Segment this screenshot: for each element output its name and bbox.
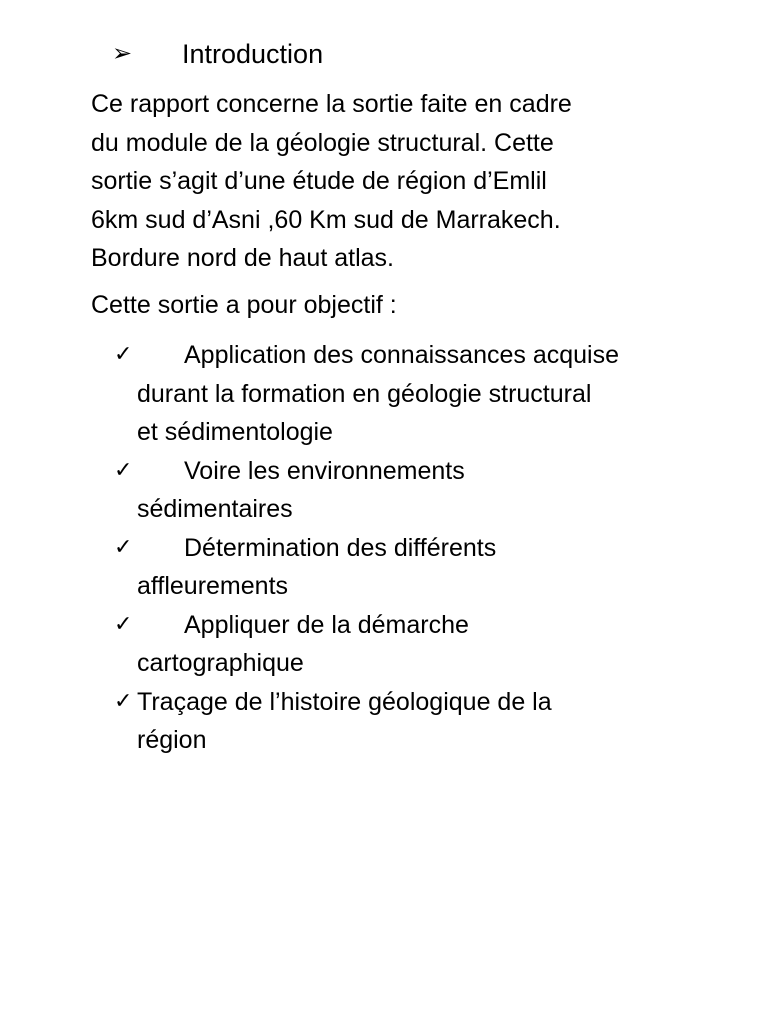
objectives-checklist (114, 336, 714, 760)
list-item (114, 336, 714, 452)
checkmark-icon: ✓ (114, 534, 133, 560)
list-item (114, 606, 714, 683)
list-item-line: affleurements (137, 572, 289, 600)
list-item-line: Application des connaissances acquise (184, 341, 619, 369)
list-item-line: durant la formation en géologie structural (137, 379, 592, 408)
paragraph-line: Ce rapport concerne la sortie faite en cadre (91, 90, 572, 118)
paragraph-line: 6km sud d’Asni ,60 Km sud de Marrakech. (91, 205, 561, 234)
list-item (114, 529, 714, 606)
objective-intro-paragraph (91, 286, 691, 325)
list-item-line: Voire les environnements (184, 456, 465, 485)
paragraph-line: Cette sortie a pour objectif : (91, 291, 397, 319)
list-item-line: Traçage de l’histoire géologique de la (137, 687, 552, 716)
list-item-line: région (137, 726, 207, 754)
paragraph-line: Bordure nord de haut atlas. (91, 244, 394, 272)
paragraph-line: sortie s’agit d’une étude de région d’Emlil (91, 167, 547, 195)
intro-paragraph (91, 85, 691, 278)
list-item (114, 683, 714, 760)
list-item (114, 452, 714, 529)
list-item-line: cartographique (137, 649, 304, 677)
checkmark-icon: ✓ (114, 611, 133, 637)
checkmark-icon: ✓ (114, 457, 133, 483)
section-title: Introduction (182, 39, 324, 69)
list-item-line: Détermination des différents (184, 533, 497, 562)
checkmark-icon: ✓ (114, 342, 133, 367)
list-item-line: et sédimentologie (137, 418, 333, 446)
checkmark-icon: ✓ (114, 688, 133, 714)
list-item-line: sédimentaires (137, 495, 293, 523)
arrow-bullet-icon: ➢ (112, 40, 133, 67)
paragraph-line: du module de la géologie structural. Cette (91, 128, 554, 157)
list-item-line: Appliquer de la démarche (184, 610, 469, 639)
section-heading (112, 34, 323, 74)
